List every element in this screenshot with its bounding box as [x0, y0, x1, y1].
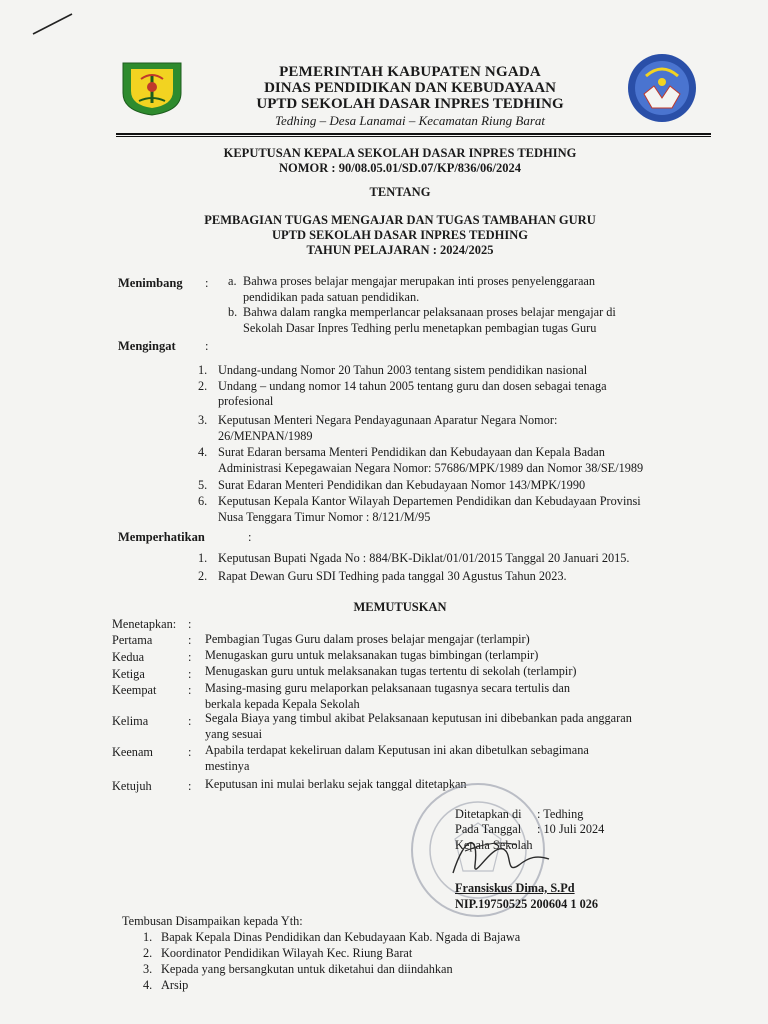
decision-text-pertama: Pembagian Tugas Guru dalam proses belajar mengajar (terlampir) [205, 632, 530, 646]
decision-label-keenam: Keenam [112, 745, 153, 759]
menimbang-b-line1: Bahwa dalam rangka memperlancar pelaksanaan proses belajar mengajar di [243, 305, 616, 319]
memperhatikan-colon: : [248, 530, 252, 544]
decision-colon-7: : [188, 779, 192, 793]
menimbang-marker-b: b. [228, 305, 238, 319]
decision-colon-6: : [188, 745, 192, 759]
mengingat-marker-2: 2. [198, 379, 208, 393]
handwritten-signature-icon [445, 815, 555, 890]
tembusan-item-2: Koordinator Pendidikan Wilayah Kec. Riung Barat [161, 946, 413, 960]
signature-date-value: : 10 Juli 2024 [537, 822, 605, 836]
decree-number: NOMOR : 90/08.05.01/SD.07/KP/836/06/2024 [278, 161, 521, 175]
tut-wuri-handayani-logo-icon [626, 50, 698, 126]
mengingat-3-line1: Keputusan Menteri Negara Pendayagunaan Aparatur Negara Nomor: [218, 413, 558, 427]
menetapkan-colon: : [188, 617, 192, 631]
memperhatikan-2-text: Rapat Dewan Guru SDI Tedhing pada tanggal 30 Agustus Tahun 2023. [218, 569, 567, 583]
mengingat-6-line2: Nusa Tenggara Timur Nomor : 8/121/M/95 [218, 510, 431, 524]
decision-text-ketujuh: Keputusan ini mulai berlaku sejak tanggal ditetapkan [205, 777, 467, 791]
decision-text-keempat-line1: Masing-masing guru melaporkan pelaksanaan tugasnya secara tertulis dan [205, 681, 571, 695]
decision-text-keempat-line2: berkala kepada Kepala Sekolah [205, 697, 360, 711]
signatory-name: Fransiskus Dima, S.Pd [455, 881, 575, 895]
mengingat-marker-5: 5. [198, 478, 208, 492]
mengingat-5-line1: Surat Edaran Menteri Pendidikan dan Kebudayaan Nomor 143/MPK/1990 [218, 478, 586, 492]
header-government: PEMERINTAH KABUPATEN NGADA [279, 64, 541, 80]
header-rule-thin [116, 136, 711, 137]
subject-line-2: UPTD SEKOLAH DASAR INPRES TEDHING [271, 228, 529, 242]
ngada-regency-emblem-icon [117, 57, 187, 117]
decision-text-keenam-line1: Apabila terdapat kekeliruan dalam Keputusan ini akan dibetulkan sebagimana [205, 743, 589, 757]
decision-colon-4: : [188, 683, 192, 697]
signature-position: Kepala Sekolah [455, 838, 533, 852]
tembusan-marker-3: 3. [143, 962, 153, 976]
mengingat-marker-3: 3. [198, 413, 208, 427]
mengingat-2-line1: Undang – undang nomor 14 tahun 2005 tentang guru dan dosen sebagai tenaga [218, 379, 607, 393]
about-heading: TENTANG [369, 185, 431, 199]
signatory-nip: NIP.19750525 200604 1 026 [455, 897, 599, 911]
decision-label-kedua: Kedua [112, 650, 145, 664]
header-school: UPTD SEKOLAH DASAR INPRES TEDHING [256, 96, 564, 112]
tembusan-marker-4: 4. [143, 978, 153, 992]
decision-colon-2: : [188, 650, 192, 664]
mengingat-6-line1: Keputusan Kepala Kantor Wilayah Departemen Pendidikan dan Kebudayaan Provinsi [218, 494, 641, 508]
tembusan-item-1: Bapak Kepala Dinas Pendidikan dan Kebudayaan Kab. Ngada di Bajawa [161, 930, 521, 944]
memperhatikan-marker-2: 2. [198, 569, 208, 583]
menimbang-marker-a: a. [228, 274, 237, 288]
mengingat-4-line2: Administrasi Kepegawaian Negara Nomor: 57686/MPK/1989 dan Nomor 38/SE/1989 [218, 461, 644, 475]
memutuskan-heading: MEMUTUSKAN [353, 600, 447, 614]
header-department: DINAS PENDIDIKAN DAN KEBUDAYAAN [264, 80, 556, 96]
decision-label-ketujuh: Ketujuh [112, 779, 152, 793]
mengingat-marker-4: 4. [198, 445, 208, 459]
tembusan-marker-1: 1. [143, 930, 153, 944]
decision-text-ketiga: Menugaskan guru untuk melaksanakan tugas tertentu di sekolah (terlampir) [205, 664, 577, 678]
decision-text-kelima-line2: yang sesuai [205, 727, 263, 741]
memperhatikan-1-text: Keputusan Bupati Ngada No : 884/BK-Diklat/01/01/2015 Tanggal 20 Januari 2015. [218, 551, 630, 565]
decision-colon-3: : [188, 667, 192, 681]
menimbang-a-line1: Bahwa proses belajar mengajar merupakan inti proses penyelenggaraan [243, 274, 596, 288]
subject-line-3: TAHUN PELAJARAN : 2024/2025 [306, 243, 494, 257]
memperhatikan-label: Memperhatikan [118, 530, 205, 544]
menimbang-label: Menimbang [118, 276, 183, 290]
pen-mark [30, 8, 80, 38]
menimbang-a-line2: pendidikan pada satuan pendidikan. [243, 290, 420, 304]
signature-date-label: Pada Tanggal [455, 822, 522, 836]
mengingat-4-line1: Surat Edaran bersama Menteri Pendidikan dan Kebudayaan dan Kepala Badan [218, 445, 605, 459]
signature-place-label: Ditetapkan di [455, 807, 522, 821]
tembusan-item-3: Kepada yang bersangkutan untuk diketahui dan diindahkan [161, 962, 453, 976]
mengingat-1-line1: Undang-undang Nomor 20 Tahun 2003 tentang sistem pendidikan nasional [218, 363, 588, 377]
mengingat-marker-6: 6. [198, 494, 208, 508]
header-rule [116, 133, 711, 135]
signature-place-value: : Tedhing [537, 807, 584, 821]
mengingat-colon: : [205, 339, 209, 353]
header-address: Tedhing – Desa Lanamai – Kecamatan Riung Barat [275, 113, 545, 128]
decision-label-keempat: Keempat [112, 683, 157, 697]
memperhatikan-marker-1: 1. [198, 551, 208, 565]
mengingat-marker-1: 1. [198, 363, 208, 377]
mengingat-label: Mengingat [118, 339, 176, 353]
mengingat-3-line2: 26/MENPAN/1989 [218, 429, 313, 443]
decree-title: KEPUTUSAN KEPALA SEKOLAH DASAR INPRES TEDHING [223, 146, 577, 160]
decision-text-kedua: Menugaskan guru untuk melaksanakan tugas bimbingan (terlampir) [205, 648, 539, 662]
menimbang-b-line2: Sekolah Dasar Inpres Tedhing perlu menetapkan pembagian tugas Guru [243, 321, 597, 335]
decision-label-ketiga: Ketiga [112, 667, 145, 681]
decision-label-pertama: Pertama [112, 633, 153, 647]
subject-line-1: PEMBAGIAN TUGAS MENGAJAR DAN TUGAS TAMBAHAN GURU [204, 213, 596, 227]
tembusan-heading: Tembusan Disampaikan kepada Yth: [122, 914, 303, 928]
decision-text-kelima-line1: Segala Biaya yang timbul akibat Pelaksanaan keputusan ini dibebankan pada anggaran [205, 711, 632, 725]
menetapkan-label: Menetapkan: [112, 617, 177, 631]
decision-colon-5: : [188, 714, 192, 728]
decision-label-kelima: Kelima [112, 714, 149, 728]
decision-colon-1: : [188, 633, 192, 647]
mengingat-2-line2: profesional [218, 394, 274, 408]
decision-text-keenam-line2: mestinya [205, 759, 250, 773]
tembusan-item-4: Arsip [161, 978, 189, 992]
menimbang-colon: : [205, 276, 209, 290]
tembusan-marker-2: 2. [143, 946, 153, 960]
